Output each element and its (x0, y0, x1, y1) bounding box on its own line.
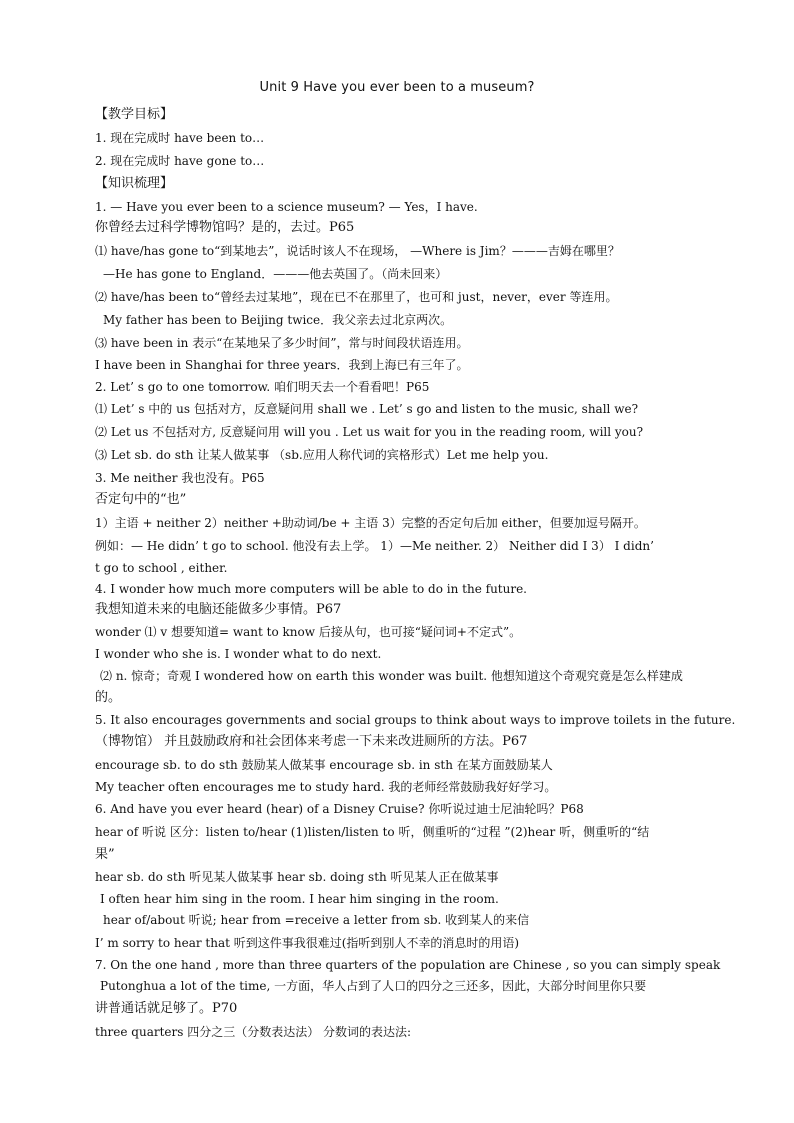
text-line: hear of/about 听说; hear from =receive a letter from sb. 收到某人的来信 (103, 913, 530, 927)
text-line: My teacher often encourages me to study hard. 我的老师经常鼓励我好好学习。 (95, 780, 557, 794)
text-line: encourage sb. to do sth 鼓励某人做某事 encourage sb. in sth 在某方面鼓励某人 (95, 758, 553, 772)
text-line: wonder ⑴ v 想要知道= want to know 后接从句，也可接“疑问词+不定式”。 (95, 625, 522, 639)
text-line: 果” (95, 847, 115, 862)
text-line: hear sb. do sth 听见某人做某事 hear sb. doing sth 听见某人正在做某事 (95, 870, 499, 884)
text-line: —He has gone to England．———他去英国了。（尚未回来） (103, 267, 448, 281)
text-line: 讲普通话就足够了。P70 (95, 1001, 238, 1016)
text-line: ⑵ n. 惊奇；奇观 I wondered how on earth this wonder was built. 他想知道这个奇观究竟是怎么样建成 (100, 669, 683, 683)
text-line: （博物馆） 并且鼓励政府和社会团体来考虑一下未来改进厕所的方法。P67 (95, 734, 528, 749)
text-line: 【知识梳理】 (95, 176, 174, 191)
text-line: 的。 (95, 690, 122, 705)
text-line: ⑶ have been in 表示“在某地呆了多少时间”，常与时间段状语连用。 (95, 336, 469, 350)
text-line: hear of 听说 区分：listen to/hear (1)listen/listen to 听，侧重听的“过程 ”(2)hear 听，侧重听的“结 (95, 825, 650, 839)
text-line: I often hear him sing in the room. I hear him singing in the room. (100, 892, 499, 906)
text-line: 7. On the one hand , more than three quarters of the population are Chinese , so you can simply speak (95, 958, 721, 972)
text-line: Putonghua a lot of the time, 一方面，华人占到了人口的四分之三还多，因此，大部分时间里你只要 (100, 979, 647, 993)
text-line: 4. I wonder how much more computers will be able to do in the future. (95, 582, 527, 596)
text-line: I have been in Shanghai for three years．我到上海已有三年了。 (95, 358, 469, 372)
text-line: 5. It also encourages governments and social groups to think about ways to improve toilets in the future. (95, 713, 736, 727)
text-line: 1. 现在完成时 have been to… (95, 131, 265, 145)
text-line: ⑵ have/has been to“曾经去过某地”，现在已不在那里了，也可和 just，never，ever 等连用。 (95, 290, 618, 304)
text-line: 否定句中的“也” (95, 492, 187, 507)
page-title: Unit 9 Have you ever been to a museum? (259, 80, 535, 95)
text-line: ⑵ Let us 不包括对方, 反意疑问用 will you . Let us wait for you in the reading room, will you? (95, 425, 644, 439)
text-line: 2. 现在完成时 have gone to… (95, 154, 265, 168)
text-line: three quarters 四分之三（分数表达法） 分数词的表达法: (95, 1025, 412, 1039)
text-line: t go to school , either. (95, 561, 228, 575)
text-line: 3. Me neither 我也没有。P65 (95, 471, 265, 485)
text-line: 我想知道未来的电脑还能做多少事情。P67 (95, 602, 342, 617)
text-line: 【教学目标】 (95, 107, 174, 122)
text-line: 2. Let’ s go to one tomorrow. 咱们明天去一个看看吧！P65 (95, 380, 430, 394)
text-line: I wonder who she is. I wonder what to do next. (95, 647, 382, 661)
text-line: ⑴ have/has gone to“到某地去”，说话时该人不在现场， —Where is Jim？———吉姆在哪里？ (95, 244, 620, 258)
text-line: 1）主语 + neither 2）neither +助动词/be + 主语 3）完整的否定句后加 either，但要加逗号隔开。 (95, 516, 646, 530)
text-line: ⑶ Let sb. do sth 让某人做某事 （sb.应用人称代词的宾格形式）Let me help you. (95, 448, 549, 462)
text-line: My father has been to Beijing twice．我父亲去过北京两次。 (103, 313, 453, 327)
text-line: 1. — Have you ever been to a science museum? — Yes，I have. (95, 200, 478, 214)
text-line: 你曾经去过科学博物馆吗？是的，去过。P65 (95, 220, 355, 235)
text-line: 6. And have you ever heard (hear) of a Disney Cruise? 你听说过迪士尼油轮吗？P68 (95, 802, 584, 816)
text-line: 例如：— He didn’ t go to school. 他没有去上学。 1）—Me neither. 2） Neither did I 3） I didn’ (95, 539, 654, 553)
text-line: ⑴ Let’ s 中的 us 包括对方，反意疑问用 shall we . Let’ s go and listen to the music, shall we? (95, 402, 639, 416)
text-line: I’ m sorry to hear that 听到这件事我很难过(指听到别人不幸的消息时的用语) (95, 936, 520, 950)
